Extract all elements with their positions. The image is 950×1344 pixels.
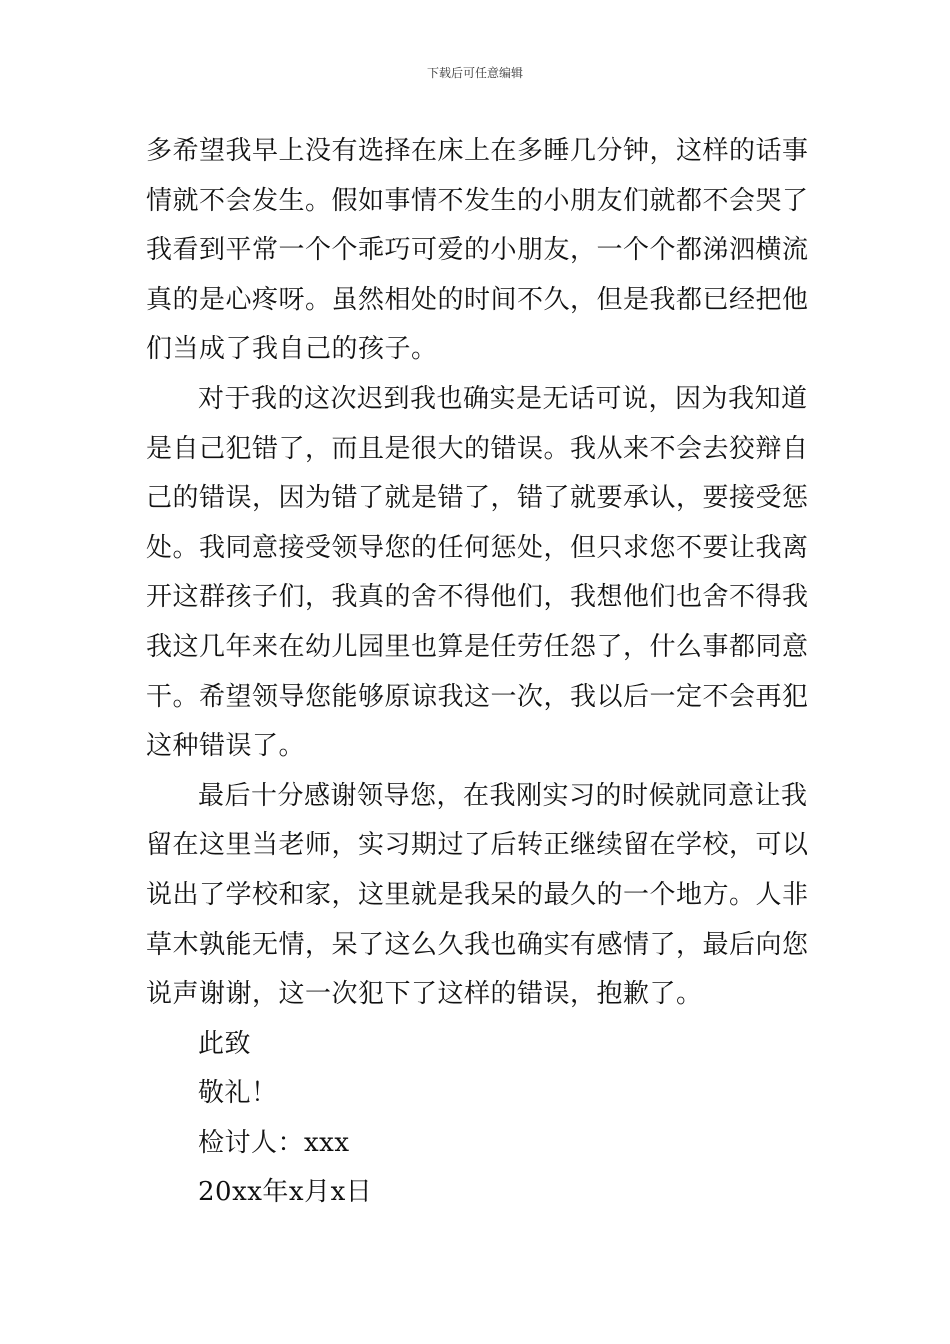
text-line: 开这群孩子们，我真的舍不得他们，我想他们也舍不得我 bbox=[146, 582, 809, 613]
paragraph-start-line: 对于我的这次迟到我也确实是无话可说，因为我知道 bbox=[198, 383, 808, 414]
closing-regards: 敬礼！ bbox=[198, 1078, 278, 1109]
text-line: 己的错误，因为错了就是错了，错了就要承认，要接受惩 bbox=[146, 483, 809, 514]
text-line: 处。我同意接受领导您的任何惩处，但只求您不要让我离 bbox=[146, 532, 809, 563]
date-line: 20xx年x月x日 bbox=[198, 1177, 373, 1208]
signer-line: 检讨人：xxx bbox=[198, 1127, 350, 1158]
text-line: 干。希望领导您能够原谅我这一次，我以后一定不会再犯 bbox=[146, 681, 809, 712]
text-line: 情就不会发生。假如事情不发生的小朋友们就都不会哭了 bbox=[146, 185, 809, 216]
text-line: 说出了学校和家，这里就是我呆的最久的一个地方。人非 bbox=[146, 879, 809, 910]
text-line: 真的是心疼呀。虽然相处的时间不久，但是我都已经把他 bbox=[146, 284, 809, 315]
text-line: 草木孰能无情，呆了这么久我也确实有感情了，最后向您 bbox=[146, 929, 809, 960]
text-line: 留在这里当老师，实习期过了后转正继续留在学校，可以 bbox=[146, 830, 809, 861]
text-line: 是自己犯错了，而且是很大的错误。我从来不会去狡辩自 bbox=[146, 433, 809, 464]
text-line: 我这几年来在幼儿园里也算是任劳任怨了，什么事都同意 bbox=[146, 631, 809, 662]
text-line: 这种错误了。 bbox=[146, 731, 306, 762]
page-header: 下载后可任意编辑 bbox=[426, 66, 523, 80]
text-line: 说声谢谢，这一次犯下了这样的错误，抱歉了。 bbox=[146, 979, 703, 1010]
closing-salutation: 此致 bbox=[198, 1028, 252, 1059]
text-line: 我看到平常一个个乖巧可爱的小朋友，一个个都涕泗横流 bbox=[146, 235, 809, 266]
text-line: 们当成了我自己的孩子。 bbox=[146, 334, 438, 365]
text-line: 多希望我早上没有选择在床上在多睡几分钟，这样的话事 bbox=[146, 136, 809, 166]
paragraph-start-line: 最后十分感谢领导您，在我刚实习的时候就同意让我 bbox=[198, 780, 808, 811]
document-body bbox=[146, 127, 809, 1218]
